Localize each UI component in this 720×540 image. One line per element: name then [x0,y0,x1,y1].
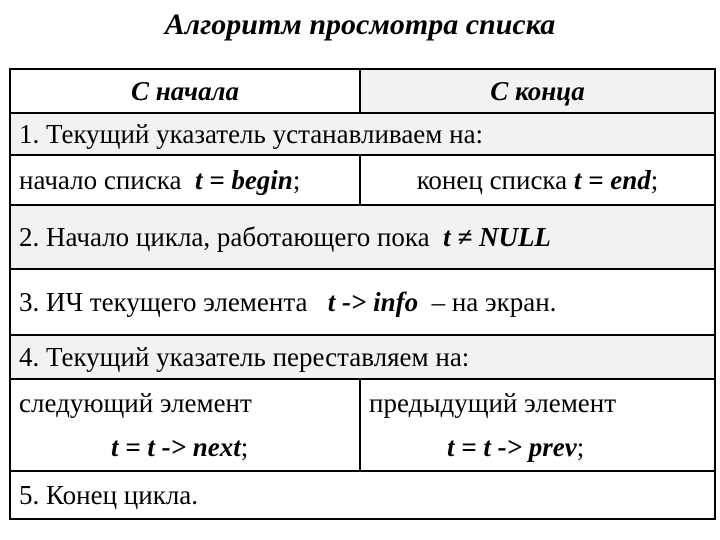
step-4-right-terminator: ; [576,432,585,462]
algorithm-table [9,68,716,520]
step-2-text: 2. Начало цикла, работающего пока [19,221,430,252]
page-title: Алгоритм просмотра списка [164,8,556,41]
step-3-cell [10,269,715,335]
step-4-text: 4. Текущий указатель переставляем на: [10,335,715,379]
step-1-right-text: конец списка [416,164,568,195]
step-1-right-terminator: ; [650,164,659,195]
step-4-options-row [10,379,715,471]
step-1-text: 1. Текущий указатель устанавливаем на: [10,113,715,155]
step-4-right-code: t = t -> prev [447,432,577,462]
step-3-code: t -> info [327,286,419,317]
step-2-code: t ≠ NULL [443,221,551,252]
column-header-from-start: С начала [10,69,360,113]
step-5-row [10,471,715,519]
header-row [10,69,715,113]
step-4-left-code: t = t -> next [111,432,241,462]
step-1-left-text: начало списка [19,164,182,195]
step-4-row [10,335,715,379]
step-1-left-terminator: ; [292,164,301,195]
step-4-left-text: следующий элемент [19,388,252,418]
step-1-options-row [10,155,715,205]
step-4-right-text: предыдущий элемент [369,388,617,418]
step-2-cell [10,205,715,269]
step-4-left-cell [10,379,360,471]
step-4-right-cell [360,379,715,471]
step-1-left-code: t = begin [194,164,293,195]
step-1-right-cell [360,155,715,205]
step-4-left-code-line [19,425,351,469]
step-5-text: 5. Конец цикла. [10,471,715,519]
step-3-tail: – на экран. [431,286,557,317]
step-4-right-code-line [369,425,706,469]
step-3-row [10,269,715,335]
step-2-row [10,205,715,269]
column-header-from-end: С конца [360,69,715,113]
step-4-left-terminator: ; [240,432,249,462]
step-1-row [10,113,715,155]
step-1-right-code: t = end [573,164,651,195]
step-1-left-cell [10,155,360,205]
step-3-text: 3. ИЧ текущего элемента [19,286,308,317]
